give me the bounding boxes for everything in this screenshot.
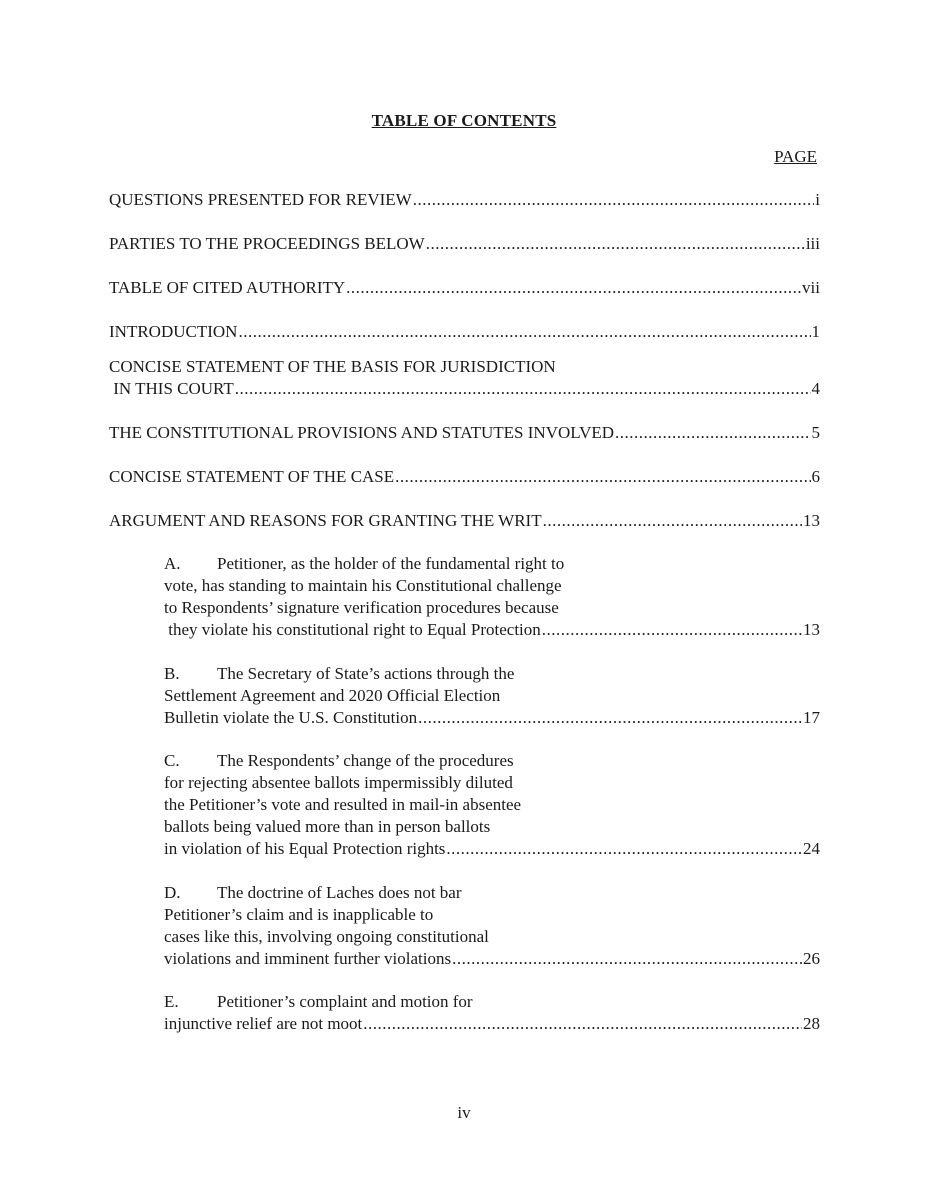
page-column-header: PAGE: [774, 147, 817, 166]
dot-leader: [413, 189, 815, 211]
subentry-text: in violation of his Equal Protection rights: [164, 839, 446, 858]
subentry-letter: C.: [164, 751, 180, 770]
subentry-line: vote, has standing to maintain his Constitutional challenge: [164, 576, 562, 595]
subentry-letter: A.: [164, 554, 181, 573]
dot-leader: [395, 466, 810, 488]
subentry-line: Petitioner’s complaint and motion for: [217, 992, 473, 1011]
toc-entry-page: 1: [811, 322, 820, 341]
dot-leader: [452, 948, 802, 970]
subentry-line: Petitioner’s claim and is inapplicable to: [164, 905, 434, 924]
subentry-line: The Respondents’ change of the procedures: [217, 751, 514, 770]
toc-entry-page: 5: [811, 423, 820, 442]
dot-leader: [363, 1013, 802, 1035]
subentry-page: 24: [803, 839, 820, 858]
dot-leader: [446, 838, 802, 860]
dot-leader: [235, 378, 811, 400]
toc-entry-text: THE CONSTITUTIONAL PROVISIONS AND STATUTES INVOLVED: [109, 423, 615, 442]
toc-entry-provisions: [109, 422, 820, 444]
subentry-line: to Respondents’ signature verification procedures because: [164, 598, 559, 617]
page-title: TABLE OF CONTENTS: [371, 111, 557, 130]
toc-entry-text: INTRODUCTION: [109, 322, 238, 341]
toc-entry-text: CONCISE STATEMENT OF THE CASE: [109, 467, 395, 486]
subentry-line: Settlement Agreement and 2020 Official Election: [164, 686, 501, 705]
toc-entry-text: QUESTIONS PRESENTED FOR REVIEW: [109, 190, 412, 209]
toc-entry-page: 6: [811, 467, 820, 486]
toc-entry-text: ARGUMENT AND REASONS FOR GRANTING THE WRIT: [109, 511, 542, 530]
dot-leader: [426, 233, 805, 255]
subentry-text: they violate his constitutional right to Equal Protection: [164, 620, 541, 639]
toc-subentry-e: [164, 991, 820, 1035]
subentry-text: violations and imminent further violations: [164, 949, 452, 968]
subentry-line: Petitioner, as the holder of the fundamental right to: [217, 554, 565, 573]
toc-entry-introduction: [109, 321, 820, 343]
toc-entry-page: i: [815, 190, 820, 209]
toc-entry-parties: [109, 233, 820, 255]
toc-entry-line: CONCISE STATEMENT OF THE BASIS FOR JURISDICTION: [109, 357, 556, 376]
toc-entry-authority: [109, 277, 820, 299]
toc-subentry-c: [164, 750, 820, 860]
toc-entry-questions: [109, 189, 820, 211]
toc-entry-page: iii: [805, 234, 820, 253]
dot-leader: [418, 707, 802, 729]
dot-leader: [542, 619, 802, 641]
toc-entry-text: IN THIS COURT: [109, 379, 234, 398]
subentry-page: 17: [803, 708, 820, 727]
subentry-page: 26: [803, 949, 820, 968]
toc-subentry-d: [164, 882, 820, 970]
toc-entry-argument: [109, 510, 820, 532]
subentry-letter: E.: [164, 992, 179, 1011]
subentry-line: cases like this, involving ongoing constitutional: [164, 927, 489, 946]
subentry-page: 13: [803, 620, 820, 639]
dot-leader: [238, 321, 810, 343]
subentry-line: for rejecting absentee ballots impermissibly diluted: [164, 773, 513, 792]
subentry-line: the Petitioner’s vote and resulted in mail-in absentee: [164, 795, 522, 814]
toc-entry-text: PARTIES TO THE PROCEEDINGS BELOW: [109, 234, 425, 253]
toc-subentry-b: [164, 663, 820, 729]
toc-entry-statement-of-case: [109, 466, 820, 488]
toc-entry-page: 4: [811, 379, 820, 398]
subentry-letter: B.: [164, 664, 180, 683]
dot-leader: [615, 422, 810, 444]
dot-leader: [346, 277, 801, 299]
toc-entry-text: TABLE OF CITED AUTHORITY: [109, 278, 346, 297]
subentry-line: ballots being valued more than in person ballots: [164, 817, 491, 836]
subentry-text: injunctive relief are not moot: [164, 1014, 363, 1033]
subentry-letter: D.: [164, 883, 181, 902]
subentry-line: The Secretary of State’s actions through the: [217, 664, 515, 683]
dot-leader: [543, 510, 802, 532]
toc-entry-page: 13: [803, 511, 820, 530]
toc-entry-page: vii: [802, 278, 820, 297]
toc-entry-jurisdiction: [109, 356, 820, 400]
subentry-text: Bulletin violate the U.S. Constitution: [164, 708, 418, 727]
toc-subentry-a: [164, 553, 820, 641]
subentry-page: 28: [803, 1014, 820, 1033]
subentry-line: The doctrine of Laches does not bar: [217, 883, 462, 902]
page-number-footer: iv: [457, 1103, 471, 1122]
